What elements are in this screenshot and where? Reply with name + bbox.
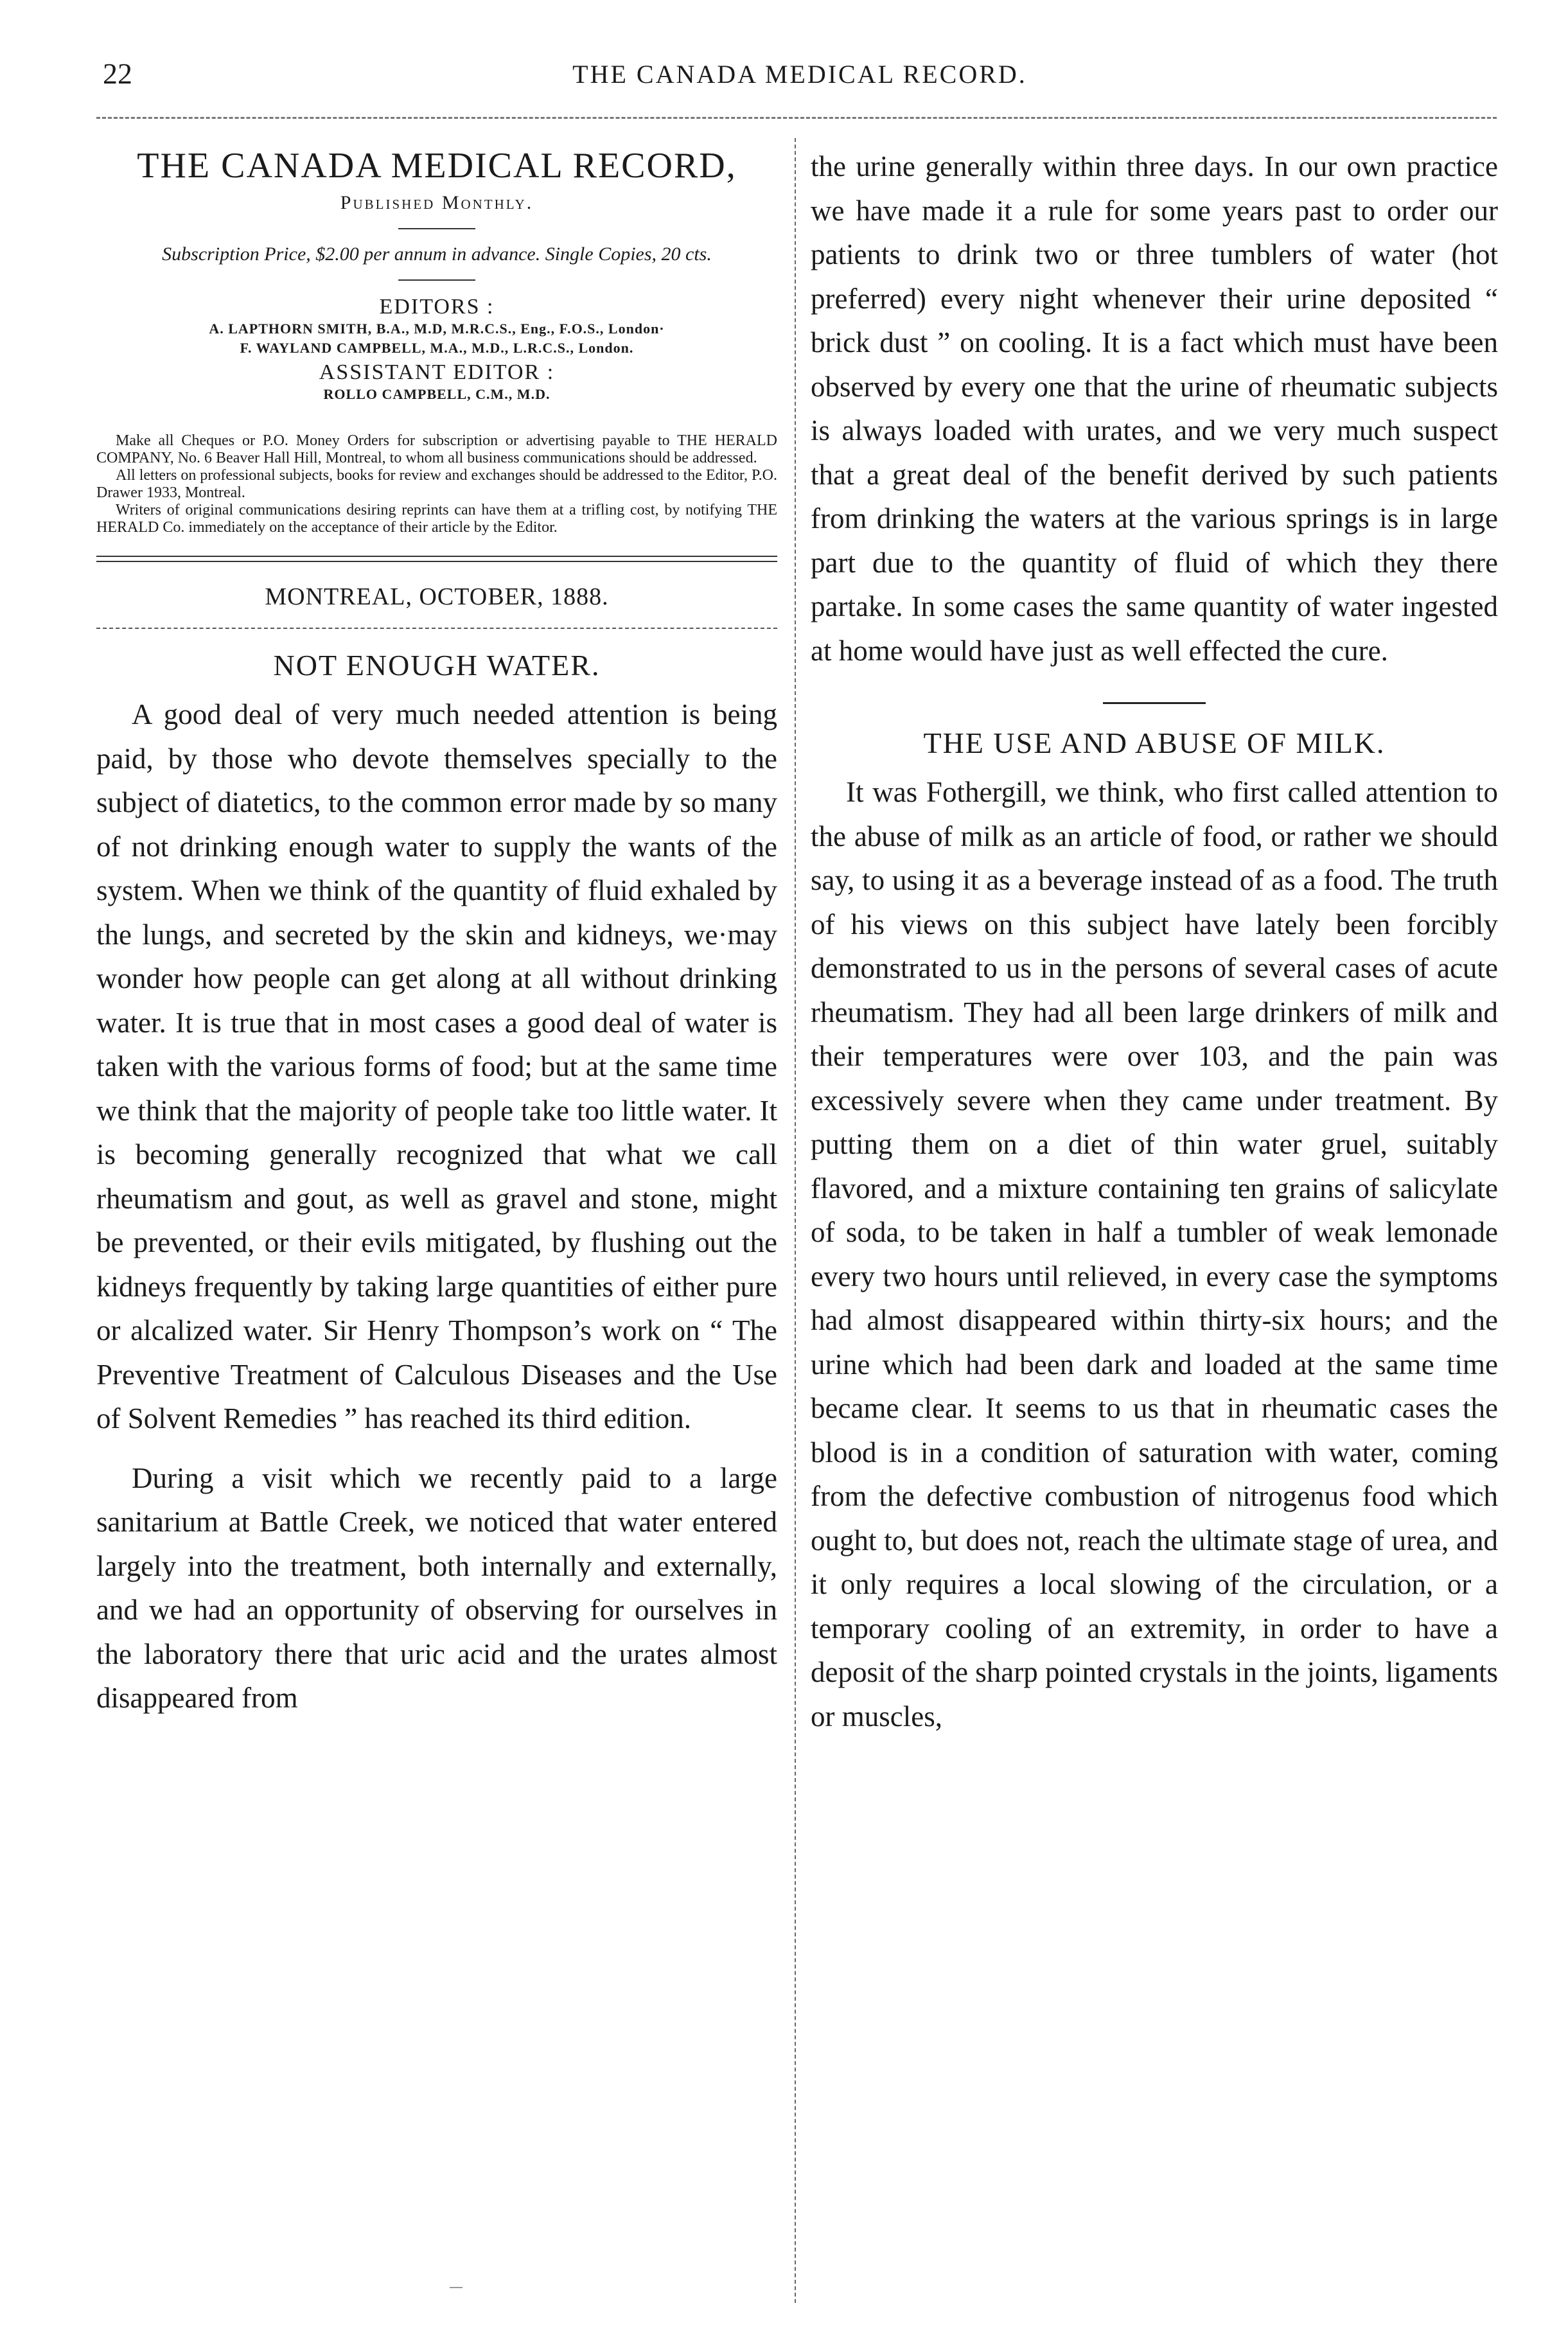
masthead-rule bbox=[398, 279, 475, 281]
article-paragraph: During a visit which we recently paid to a large sanitarium at Battle Creek, we noticed that water entered largely into the treatment, both internally and externally, and we had an opportunity of observing for ourselves in the laboratory there that uric acid and the urates almost disappeared from bbox=[96, 1461, 777, 1714]
subscription-price: Subscription Price, $2.00 per annum in advance. Single Copies, 20 cts. bbox=[162, 243, 712, 265]
article-heading-water: NOT ENOUGH WATER. bbox=[273, 649, 601, 682]
editor-name: A. LAPTHORN SMITH, B.A., M.D, M.R.C.S., Eng., F.O.S., London· bbox=[209, 321, 665, 337]
notice-subscription: Make all Cheques or P.O. Money Orders for subscription or advertising payable to THE HERALD COMPANY, No. 6 Beaver Hall Hill, Montreal, to whom all business communications should be addressed. bbox=[96, 432, 777, 466]
top-rule bbox=[96, 117, 1497, 119]
left-column bbox=[96, 145, 777, 1720]
running-head bbox=[103, 57, 1497, 95]
publisher-notices bbox=[96, 432, 777, 536]
section-rule bbox=[1103, 702, 1206, 704]
article-heading-milk: THE USE AND ABUSE OF MILK. bbox=[923, 727, 1386, 759]
double-rule bbox=[96, 556, 777, 562]
masthead-rule bbox=[398, 228, 475, 229]
journal-running-title: THE CANADA MEDICAL RECORD. bbox=[572, 60, 1027, 89]
masthead-published: Published Monthly. bbox=[340, 192, 534, 213]
editor-name: F. WAYLAND CAMPBELL, M.A., M.D., L.R.C.S., London. bbox=[240, 340, 634, 356]
page-number: 22 bbox=[103, 57, 132, 90]
bottom-mark bbox=[450, 2287, 462, 2288]
masthead-title: THE CANADA MEDICAL RECORD, bbox=[137, 146, 737, 186]
notice-letters: All letters on professional subjects, books for review and exchanges should be addressed to the Editor, P.O. Drawer 1933, Montreal. bbox=[96, 467, 777, 501]
dotted-rule bbox=[96, 628, 777, 629]
dateline: MONTREAL, OCTOBER, 1888. bbox=[265, 583, 609, 610]
assistant-editor-name: ROLLO CAMPBELL, C.M., M.D. bbox=[323, 386, 551, 402]
article-paragraph: A good deal of very much needed attention is being paid, by those who devote themselves specially to the subject of diatetics, to the common error made by so many of not drinking enough water to supply the wants of the system. When we think of the quantity of fluid exhaled by the lungs, and secreted by the skin and kidneys, we·may wonder how people can get along at all without drinking water. It is true that in most cases a good deal of water is taken with the various forms of food; but at the same time we think that the majority of people take too little water. It is becoming generally recognized that what we call rheumatism and gout, as well as gravel and stone, might be prevented, or their evils mitigated, by flushing out the kidneys frequently by taking large quantities of either pure or alcalized water. Sir Henry Thompson’s work on “ The Preventive Treatment of Calculous Diseases and the Use of Solvent Remedies ” has reached its third edition. bbox=[96, 698, 777, 1434]
right-column bbox=[811, 145, 1498, 1738]
assistant-editor-label: ASSISTANT EDITOR : bbox=[319, 360, 555, 384]
notice-reprints: Writers of original communications desiring reprints can have them at a trifling cost, by notifying THE HERALD Co. immediately on the acceptance of their article by the Editor. bbox=[96, 502, 777, 536]
article-continuation: the urine generally within three days. In our own practice we have made it a rule for some years past to order our patients to drink two or three tumblers of water (hot preferred) every night whenever their urine deposited “ brick dust ” on cooling. It is a fact which must have been observed by every one that the urine of rheumatic subjects is always loaded with urates, and we very much suspect that a great deal of the benefit derived by such patients from drinking the waters at the various springs is in large part due to the quantity of fluid of which they there partake. In some cases the same quantity of water ingested at home would have just as well effected the cure. bbox=[811, 150, 1498, 667]
column-divider bbox=[795, 138, 796, 2303]
article-paragraph: It was Fothergill, we think, who first called attention to the abuse of milk as an article of food, or rather we should say, to using it as a beverage instead of as a food. The truth of his views on this subject have lately been forcibly demonstrated to us in the persons of several cases of acute rheumatism. They had all been large drinkers of milk and their temperatures were over 103, and the pain was excessively severe when they came under treatment. By putting them on a diet of thin water gruel, suitably flavored, and a mixture containing ten grains of salicylate of soda, to be taken in half a tumbler of weak lemonade every two hours until relieved, in every case the symptoms had almost disappeared within thirty-six hours; and the urine which had been dark and loaded at the same time became clear. It seems to us that in rheumatic cases the blood is in a condition of saturation with water, coming from the defective combustion of nitrogenus food which ought to, but does not, reach the ultimate stage of urea, and it only requires a local slowing of the circulation, or a temporary cooling of an extremity, in order to have a deposit of the sharp pointed crystals in the joints, ligaments or muscles, bbox=[811, 776, 1498, 1733]
editors-label: EDITORS : bbox=[379, 295, 495, 319]
